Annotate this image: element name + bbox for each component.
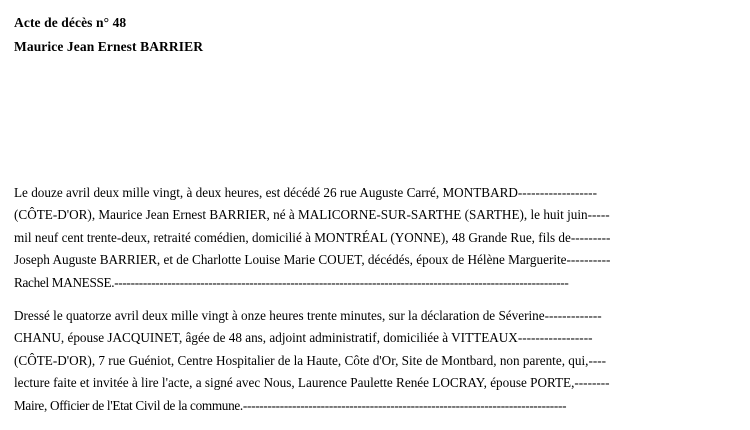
text-line: (CÔTE-D'OR), 7 rue Guéniot, Centre Hospitalier de la Haute, Côte d'Or, Site de Montbard, non parente, qui,---- xyxy=(14,352,607,368)
text-line: Rachel MANESSE.--------------------------------------------------------------------------------------------------------------- xyxy=(14,274,569,290)
document-header xyxy=(14,12,736,57)
text-line: Le douze avril deux mille vingt, à deux heures, est décédé 26 rue Auguste Carré, MONTBARD------------------ xyxy=(14,185,597,200)
text-line: Dressé le quatorze avril deux mille vingt à onze heures trente minutes, sur la déclaration de Séverine------------- xyxy=(14,308,602,324)
text-line: lecture faite et invitée à lire l'acte, a signé avec Nous, Laurence Paulette Renée LOCRAY, épouse PORTE,-------- xyxy=(14,375,610,391)
text-line: (CÔTE-D'OR), Maurice Jean Ernest BARRIER, né à MALICORNE-SUR-SARTHE (SARTHE), le huit juin----- xyxy=(14,207,610,223)
text-line: Maire, Officier de l'Etat Civil de la commune.------------------------------------------------------------------------------- xyxy=(14,397,567,413)
act-title: Acte de décès n° 48 xyxy=(14,15,127,30)
paragraph-death-declaration xyxy=(14,182,740,294)
document-body xyxy=(14,182,740,417)
text-line: CHANU, épouse JACQUINET, âgée de 48 ans, adjoint administratif, domiciliée à VITTEAUX----------------- xyxy=(14,330,593,346)
text-line: Joseph Auguste BARRIER, et de Charlotte Louise Marie COUET, décédés, époux de Hélène Marguerite---------- xyxy=(14,252,611,268)
paragraph-registration xyxy=(14,305,740,417)
deceased-name: Maurice Jean Ernest BARRIER xyxy=(14,39,204,54)
text-line: mil neuf cent trente-deux, retraité comédien, domicilié à MONTRÉAL (YONNE), 48 Grande Rue, fils de--------- xyxy=(14,229,611,245)
